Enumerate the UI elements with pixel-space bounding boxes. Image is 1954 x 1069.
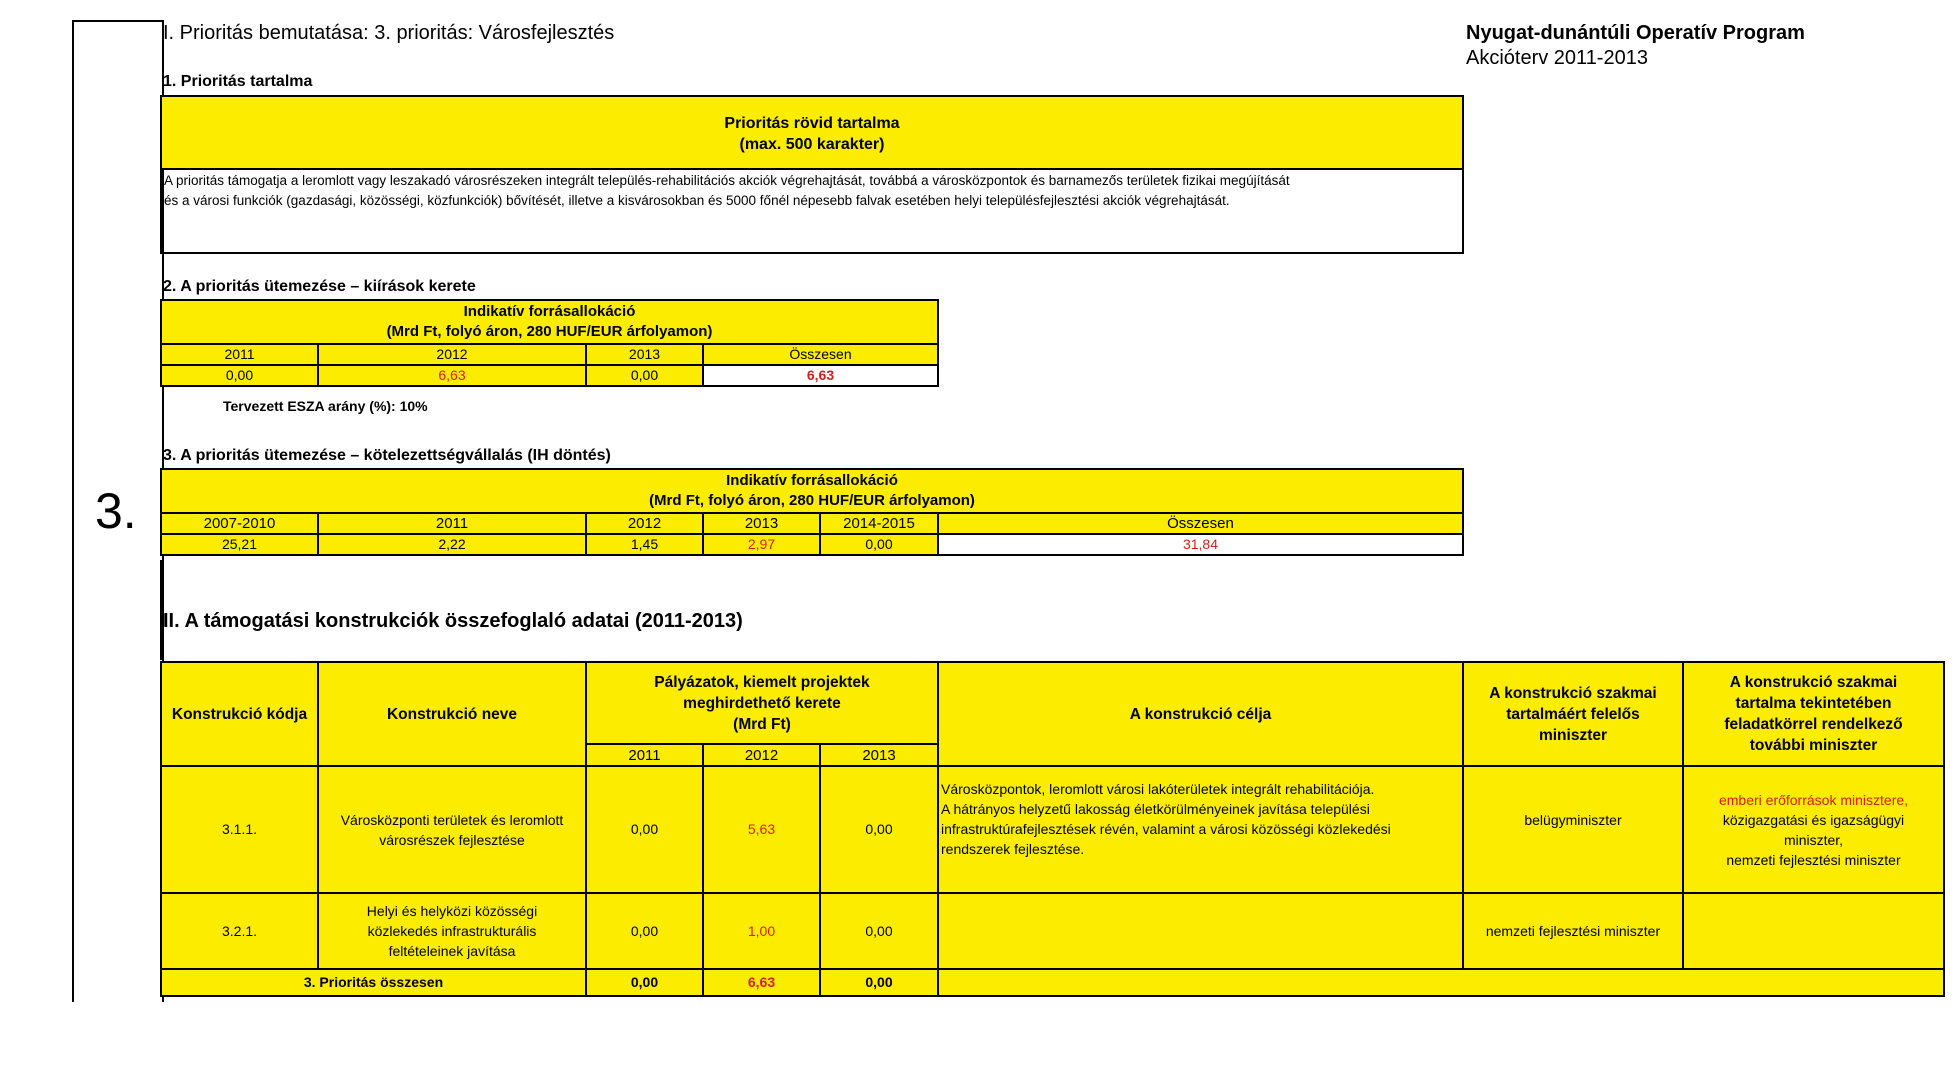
col-header: 2013 <box>703 513 820 534</box>
value-cell: 6,63 <box>318 365 586 386</box>
header-name: Konstrukció neve <box>318 662 586 766</box>
schedule-table-2 <box>160 468 1464 556</box>
constructions-table <box>160 661 1945 997</box>
priority-content-text: A prioritás támogatja a leromlott vagy leszakadó városrészeken integrált település-rehabilitációs akciók végrehajtását, továbbá a városközpontok és barnamezős területek fizikai megújítását és a városi funkciók (gazdasági, közösségi, közfunkciók) bővítését, illetve a kisvárosokban és 5000 főnél népesebb falvak esetében helyi településfejlesztési akciók végrehajtását. <box>164 173 1290 208</box>
col-header: 2007-2010 <box>161 513 318 534</box>
col-header: 2013 <box>586 344 703 365</box>
table-row <box>161 893 1944 969</box>
total-label: 3. Prioritás összesen <box>161 969 586 996</box>
year-header: 2012 <box>703 744 820 766</box>
section-2-heading: 2. A prioritás ütemezése – kiírások kerete <box>163 278 476 295</box>
header-other-ministers: A konstrukció szakmai tartalma tekintetében feladatkörrel rendelkező további miniszter <box>1683 662 1944 766</box>
col-header: Összesen <box>703 344 938 365</box>
section-1-heading: 1. Prioritás tartalma <box>163 73 313 90</box>
total-cell: 6,63 <box>703 365 938 386</box>
year-header: 2013 <box>820 744 938 766</box>
construction-name: Helyi és helyközi közösségi közlekedés infrastrukturális feltételeinek javítása <box>318 893 586 969</box>
construction-code: 3.1.1. <box>161 766 318 893</box>
priority-content-box <box>160 95 1464 254</box>
schedule-table-1 <box>160 299 939 387</box>
col-header: 2014-2015 <box>820 513 938 534</box>
col-header: Összesen <box>938 513 1463 534</box>
esza-note: Tervezett ESZA arány (%): 10% <box>223 398 428 414</box>
value-cell: 0,00 <box>820 534 938 555</box>
construction-code: 3.2.1. <box>161 893 318 969</box>
value-cell: 2,97 <box>703 534 820 555</box>
priority-content-title: Prioritás rövid tartalma <box>724 115 900 132</box>
section-3-heading: 3. A prioritás ütemezése – kötelezettségvállalás (IH döntés) <box>163 447 611 464</box>
allocation-subtitle: (Mrd Ft, folyó áron, 280 HUF/EUR árfolyamon) <box>386 323 713 340</box>
value-cell: 2,22 <box>318 534 586 555</box>
year-header: 2011 <box>586 744 703 766</box>
col-header: 2012 <box>318 344 586 365</box>
col-header: 2011 <box>318 513 586 534</box>
page-title: I. Prioritás bemutatása: 3. prioritás: Városfejlesztés <box>163 22 615 44</box>
responsible-minister: nemzeti fejlesztési miniszter <box>1463 893 1683 969</box>
priority-content-header <box>162 97 1462 170</box>
section-ii-heading: II. A támogatási konstrukciók összefoglaló adatai (2011-2013) <box>163 610 743 632</box>
total-2012: 6,63 <box>703 969 820 996</box>
plan-name: Akcióterv 2011-2013 <box>1466 47 1648 69</box>
value-cell: 0,00 <box>161 365 318 386</box>
table-row <box>161 766 1944 893</box>
total-cell: 31,84 <box>938 534 1463 555</box>
value-2012: 5,63 <box>703 766 820 893</box>
header-minister: A konstrukció szakmai tartalmáért felelős miniszter <box>1463 662 1683 766</box>
value-cell: 1,45 <box>586 534 703 555</box>
priority-content-limit: (max. 500 karakter) <box>739 136 885 153</box>
value-2013: 0,00 <box>820 893 938 969</box>
total-row <box>161 969 1944 996</box>
priority-number: 3. <box>95 483 137 539</box>
value-2013: 0,00 <box>820 766 938 893</box>
value-2011: 0,00 <box>586 766 703 893</box>
header-frame: Pályázatok, kiemelt projektek meghirdethető kerete (Mrd Ft) <box>586 662 938 744</box>
responsible-minister: belügyminiszter <box>1463 766 1683 893</box>
header-goal: A konstrukció célja <box>938 662 1463 766</box>
col-header: 2012 <box>586 513 703 534</box>
content-left-border <box>160 560 162 660</box>
other-ministers <box>1683 893 1944 969</box>
col-header: 2011 <box>161 344 318 365</box>
other-ministers: emberi erőforrások minisztere, közigazgatási és igazságügyi miniszter, nemzeti fejlesztési miniszter <box>1683 766 1944 893</box>
header-code: Konstrukció kódja <box>161 662 318 766</box>
total-row-filler <box>938 969 1944 996</box>
value-2011: 0,00 <box>586 893 703 969</box>
construction-goal <box>938 893 1463 969</box>
construction-goal: Városközpontok, leromlott városi lakóterületek integrált rehabilitációja. A hátrányos helyzetű lakosság életkörülményeinek javítása települési infrastruktúrafejlesztések révén, valamint a városi közösségi közlekedési rendszerek fejlesztése. <box>938 766 1463 893</box>
value-2012: 1,00 <box>703 893 820 969</box>
program-name: Nyugat-dunántúli Operatív Program <box>1466 22 1805 44</box>
allocation-subtitle: (Mrd Ft, folyó áron, 280 HUF/EUR árfolyamon) <box>649 492 975 509</box>
total-2011: 0,00 <box>586 969 703 996</box>
allocation-title: Indikatív forrásallokáció <box>463 303 636 320</box>
value-cell: 25,21 <box>161 534 318 555</box>
value-cell: 0,00 <box>586 365 703 386</box>
construction-name: Városközponti területek és leromlott városrészek fejlesztése <box>318 766 586 893</box>
total-2013: 0,00 <box>820 969 938 996</box>
allocation-title: Indikatív forrásallokáció <box>726 472 898 489</box>
